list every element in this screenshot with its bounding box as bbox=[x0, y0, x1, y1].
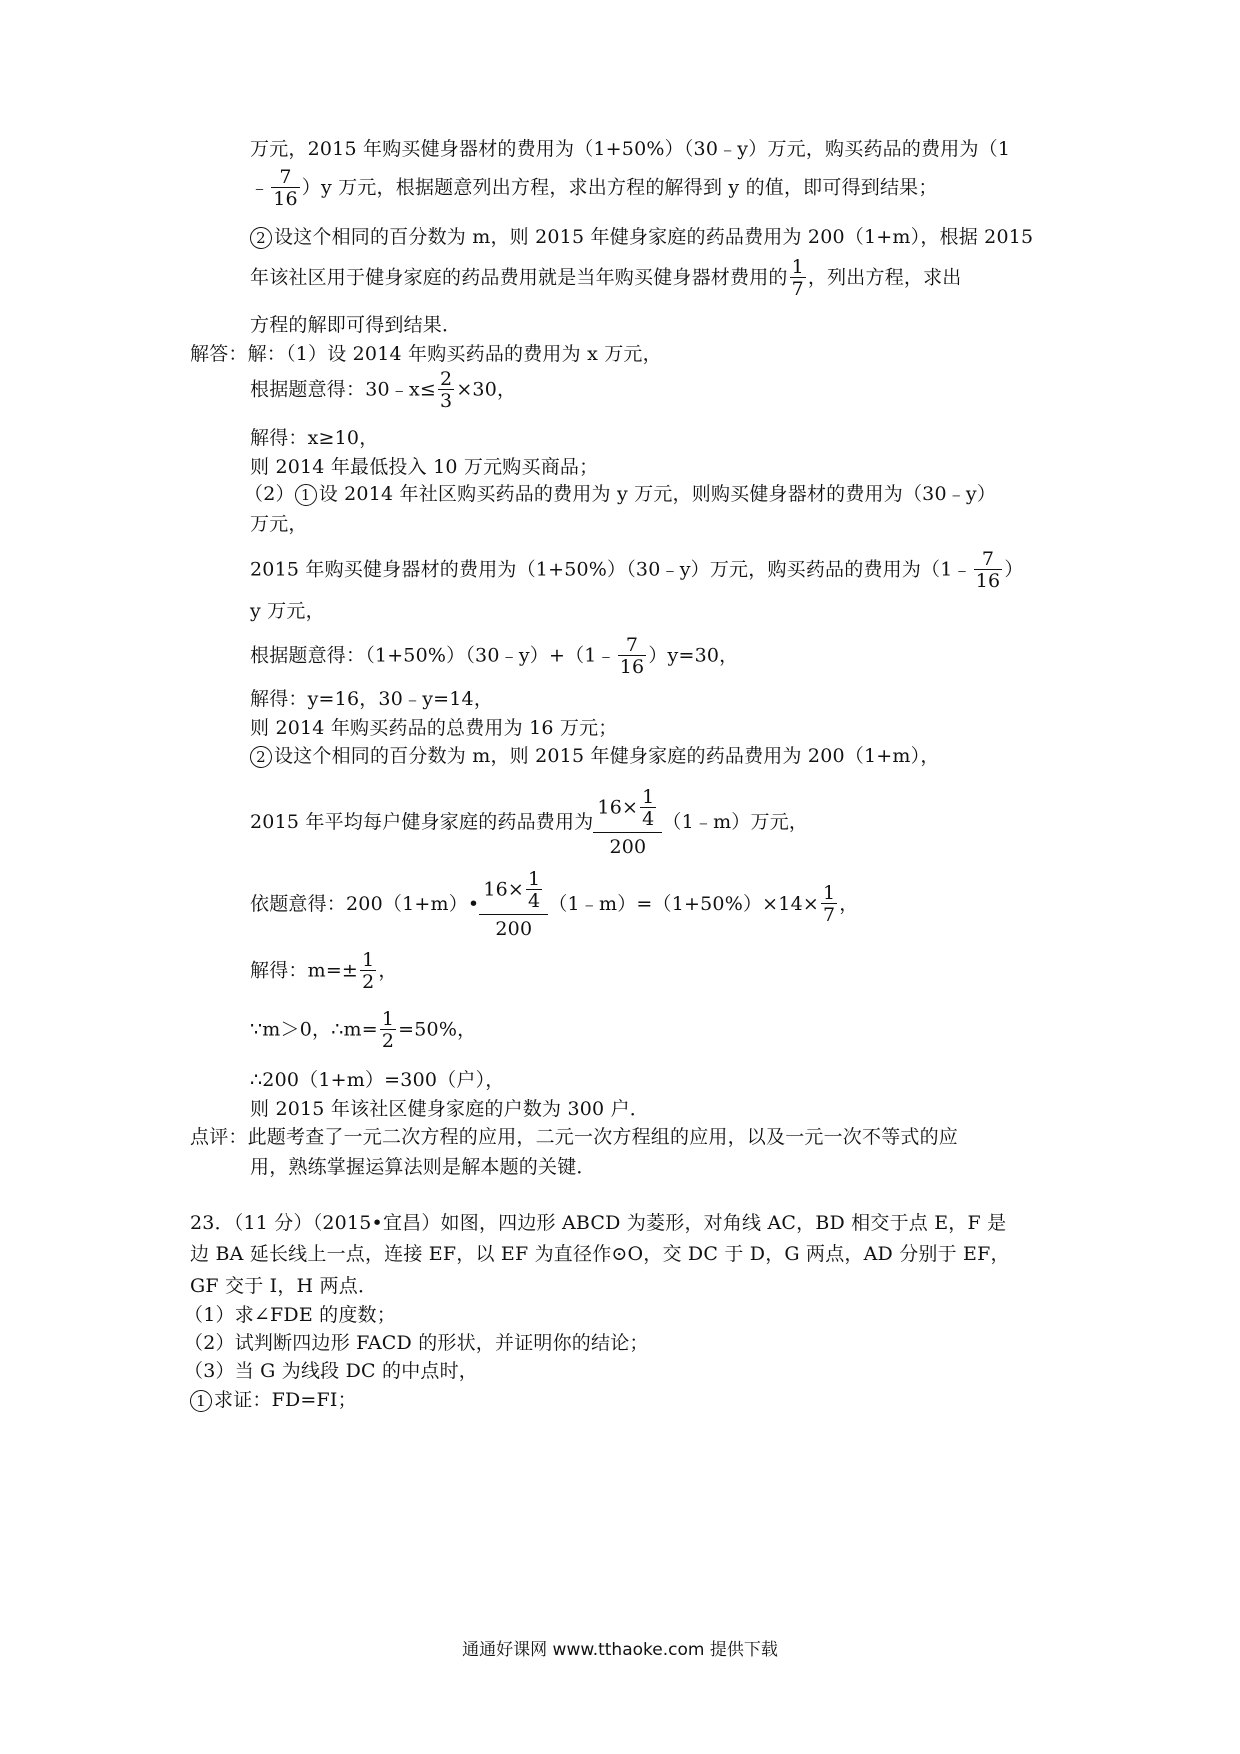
fraction-1-7: $\frac{1}{7}$ bbox=[791, 256, 804, 300]
answer-line-12 bbox=[250, 746, 940, 768]
fraction-7-16: $\frac{7}{16}$ bbox=[975, 548, 1001, 592]
q23-line-7 bbox=[190, 1390, 357, 1412]
text: ，列出方程，求出 bbox=[807, 266, 962, 289]
q23-line-1: 23．（11 分）（2015•宜昌）如图，四边形 ABCD 为菱形，对角线 AC，BD 相交于点 E，F 是 bbox=[190, 1212, 1007, 1234]
text: ﹣ bbox=[250, 176, 270, 199]
text: 此题考查了一元二次方程的应用，二元一次方程组的应用，以及一元一次不等式的应 bbox=[247, 1126, 959, 1148]
answer-line-10: 解得：y=16，30﹣y=14， bbox=[250, 688, 494, 710]
page-footer: 通通好课网 www.tthaoke.com 提供下载 bbox=[462, 1640, 778, 1660]
answer-line-5 bbox=[244, 484, 996, 506]
text: ×30， bbox=[456, 378, 517, 401]
text: 求证：FD=FI； bbox=[214, 1389, 357, 1411]
answer-line-7 bbox=[250, 550, 1024, 591]
fraction-1-2: $\frac{1}{2}$ bbox=[362, 949, 375, 993]
circled-1: 1 bbox=[190, 1390, 212, 1412]
analysis-line-3 bbox=[250, 227, 1033, 249]
text: 根据题意得：（1+50%）（30﹣y）+（1﹣ bbox=[250, 644, 616, 667]
text: （2） bbox=[244, 483, 295, 505]
text: 设这个相同的百分数为 m，则 2015 年健身家庭的药品费用为 200（1+m），根据 2015 bbox=[274, 226, 1034, 248]
text: （1﹣m）万元， bbox=[662, 810, 809, 833]
analysis-line-4 bbox=[250, 258, 962, 299]
analysis-line-5: 方程的解即可得到结果． bbox=[250, 314, 462, 336]
answer-line-6: 万元， bbox=[250, 513, 308, 535]
fraction-1-2: $\frac{1}{2}$ bbox=[381, 1008, 395, 1052]
text: ）y 万元，根据题意列出方程，求出方程的解得到 y 的值，即可得到结果； bbox=[301, 176, 938, 199]
fraction-7-16: $\frac{7}{16}$ bbox=[273, 166, 298, 210]
text: 解：（1）设 2014 年购买药品的费用为 x 万元， bbox=[247, 343, 662, 365]
answer-line-16 bbox=[250, 1010, 476, 1051]
answer-line-1 bbox=[190, 345, 662, 364]
complex-fraction: 16× $\frac{1}{4}$ 200 bbox=[479, 870, 548, 940]
answer-line-13 bbox=[250, 788, 808, 858]
q23-line-2: 边 BA 延长线上一点，连接 EF，以 EF 为直径作⊙O，交 DC 于 D，G 两点，AD 分别于 EF， bbox=[190, 1243, 1010, 1265]
text: 设 2014 年社区购买药品的费用为 y 万元，则购买健身器材的费用为（30﹣y） bbox=[318, 483, 997, 505]
complex-fraction: 16× $\frac{1}{4}$ 200 bbox=[593, 788, 662, 858]
q23-line-5: （2）试判断四边形 FACD 的形状，并证明你的结论； bbox=[184, 1332, 649, 1354]
answer-line-15 bbox=[250, 951, 398, 992]
answer-line-8: y 万元， bbox=[250, 600, 325, 622]
text: ） bbox=[1004, 558, 1024, 581]
answer-line-11: 则 2014 年购买药品的总费用为 16 万元； bbox=[250, 717, 618, 739]
analysis-line-2 bbox=[250, 168, 938, 209]
text: 2015 年购买健身器材的费用为（1+50%）（30﹣y）万元，购买药品的费用为（1﹣ bbox=[250, 558, 972, 581]
answer-line-3: 解得：x≥10， bbox=[250, 427, 379, 449]
circled-2: 2 bbox=[250, 227, 272, 249]
analysis-line-1: 万元，2015 年购买健身器材的费用为（1+50%）（30﹣y）万元，购买药品的费用为（1 bbox=[250, 138, 1011, 160]
text: ， bbox=[839, 892, 859, 915]
answer-line-17: ∴200（1+m）=300（户）， bbox=[250, 1069, 505, 1091]
circled-2: 2 bbox=[250, 746, 272, 768]
text: （1﹣m）=（1+50%）×14× bbox=[548, 892, 819, 915]
answer-label: 解答： bbox=[190, 343, 248, 365]
text: =50%， bbox=[398, 1018, 477, 1041]
text: 2015 年平均每户健身家庭的药品费用为 bbox=[250, 810, 594, 833]
answer-line-14 bbox=[250, 870, 859, 940]
q23-line-4: （1）求∠FDE 的度数； bbox=[184, 1304, 396, 1326]
text: 根据题意得：30﹣x≤ bbox=[250, 378, 437, 401]
answer-line-18: 则 2015 年该社区健身家庭的户数为 300 户． bbox=[250, 1098, 649, 1120]
answer-line-9 bbox=[250, 636, 738, 677]
text: 年该社区用于健身家庭的药品费用就是当年购买健身器材费用的 bbox=[250, 266, 788, 289]
q23-line-6: （3）当 G 为线段 DC 的中点时， bbox=[184, 1360, 478, 1382]
text: ∵m＞0，∴m= bbox=[250, 1018, 378, 1041]
text: 设这个相同的百分数为 m，则 2015 年健身家庭的药品费用为 200（1+m）， bbox=[274, 745, 940, 767]
fraction-7-16: $\frac{7}{16}$ bbox=[619, 634, 645, 678]
answer-line-4: 则 2014 年最低投入 10 万元购买商品； bbox=[250, 456, 599, 478]
circled-1: 1 bbox=[295, 484, 317, 506]
answer-line-2 bbox=[250, 370, 516, 411]
review-label: 点评： bbox=[190, 1126, 248, 1148]
review-line-2: 用，熟练掌握运算法则是解本题的关键． bbox=[250, 1156, 596, 1178]
q23-line-3: GF 交于 I，H 两点． bbox=[190, 1275, 378, 1297]
fraction-2-3: $\frac{2}{3}$ bbox=[440, 368, 453, 412]
text: 解得：m=± bbox=[250, 959, 359, 982]
review-line-1 bbox=[190, 1128, 958, 1147]
text: 依题意得：200（1+m）• bbox=[250, 892, 480, 915]
fraction-1-7: $\frac{1}{7}$ bbox=[823, 882, 836, 927]
text: ， bbox=[378, 959, 398, 982]
text: ）y=30， bbox=[648, 644, 739, 667]
